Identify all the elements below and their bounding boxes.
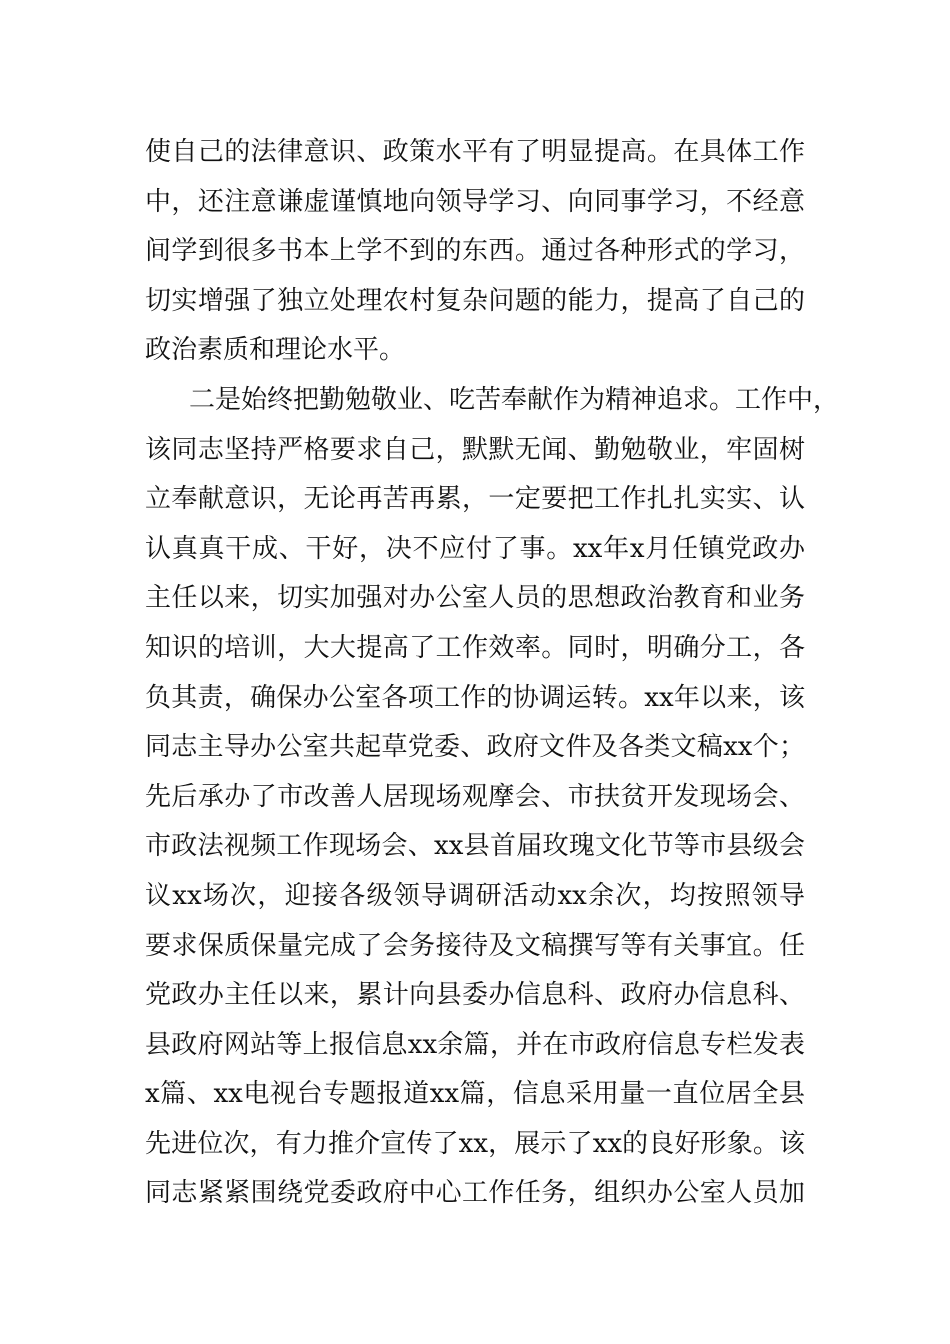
text-line: 切实增强了独立处理农村复杂问题的能力，提高了自己的	[145, 285, 805, 316]
text-line: x篇、xx电视台专题报道xx篇，信息采用量一直位居全县	[145, 1079, 805, 1110]
text-line: 先后承办了市改善人居现场观摩会、市扶贫开发现场会、	[145, 781, 805, 812]
text-line: 负其责，确保办公室各项工作的协调运转。xx年以来，该	[145, 682, 805, 713]
text-line: 立奉献意识，无论再苦再累，一定要把工作扎扎实实、认	[145, 484, 805, 515]
text-line: 先进位次，有力推介宣传了xx，展示了xx的良好形象。该	[145, 1128, 805, 1159]
text-line: 该同志坚持严格要求自己，默默无闻、勤勉敬业，牢固树	[145, 434, 805, 465]
text-line: 使自己的法律意识、政策水平有了明显提高。在具体工作	[145, 137, 805, 167]
text-line: 同志主导办公室共起草党委、政府文件及各类文稿xx个；	[145, 732, 805, 763]
text-line: 知识的培训，大大提高了工作效率。同时，明确分工，各	[145, 632, 805, 663]
text-line: 中，还注意谦虚谨慎地向领导学习、向同事学习，不经意	[145, 186, 805, 217]
paragraph-start-line: 二是始终把勤勉敬业、吃苦奉献作为精神追求。工作中，	[189, 384, 840, 415]
text-line: 议xx场次，迎接各级领导调研活动xx余次，均按照领导	[145, 880, 805, 911]
text-line: 认真真干成、干好，决不应付了事。xx年x月任镇党政办	[145, 533, 805, 564]
text-line: 同志紧紧围绕党委政府中心工作任务，组织办公室人员加	[145, 1178, 805, 1209]
text-line: 主任以来，切实加强对办公室人员的思想政治教育和业务	[145, 583, 805, 614]
text-line: 党政办主任以来，累计向县委办信息科、政府办信息科、	[145, 980, 805, 1011]
text-line: 政治素质和理论水平。	[145, 335, 406, 366]
text-line: 间学到很多书本上学不到的东西。通过各种形式的学习，	[145, 236, 805, 267]
text-line: 要求保质保量完成了会务接待及文稿撰写等有关事宜。任	[145, 930, 805, 961]
document-body	[145, 128, 840, 1219]
text-line: 市政法视频工作现场会、xx县首届玫瑰文化节等市县级会	[145, 831, 805, 862]
text-line: 县政府网站等上报信息xx余篇，并在市政府信息专栏发表	[145, 1029, 805, 1060]
